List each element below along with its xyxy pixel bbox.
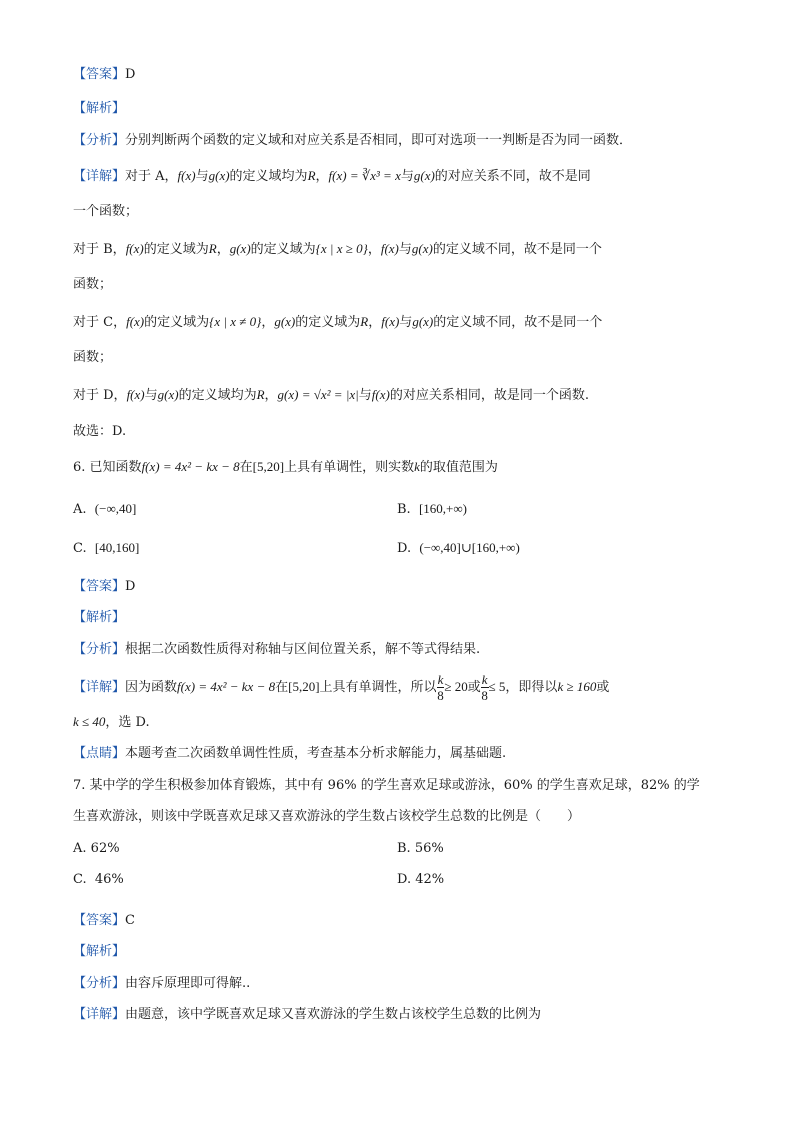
q5-detail-c: 对于 C，f(x)的定义域为{x | x ≠ 0}，g(x)的定义域为R，f(x)与g(x)的定义域不同，故不是同一个 [73, 314, 603, 330]
q7-option-a[interactable]: A. 62% [73, 841, 120, 856]
q7-answer-line: 【答案】C [73, 913, 135, 928]
q6-option-c[interactable]: C. [40,160] [73, 540, 140, 556]
q5-detail-a-cont: 一个函数； [73, 204, 139, 219]
q6-note: 【点睛】本题考查二次函数单调性性质，考查基本分析求解能力，属基础题. [73, 746, 507, 761]
q5-analysis-label: 【解析】 [73, 101, 126, 116]
q7-fenxi-line: 【分析】由容斥原理即可得解.. [73, 976, 251, 991]
q7-stem-1: 7. 某中学的学生积极参加体育锻炼，其中有 96% 的学生喜欢足球或游泳，60% 的学生喜欢足球，82% 的学 [73, 778, 700, 793]
q5-detail-c-cont: 函数； [73, 350, 113, 365]
q6-option-d[interactable]: D. (−∞,40]∪[160,+∞) [397, 540, 520, 556]
q5-detail-a: 【详解】对于 A，f(x)与g(x)的定义域均为R，f(x) = ∛x³ = x与g(x)的对应关系不同，故不是同 [73, 168, 591, 184]
q6-fenxi-line: 【分析】根据二次函数性质得对称轴与区间位置关系，解不等式得结果. [73, 642, 481, 657]
q7-analysis-label: 【解析】 [73, 944, 126, 959]
q7-option-d[interactable]: D. 42% [397, 872, 445, 887]
q7-detail: 【详解】由题意，该中学既喜欢足球又喜欢游泳的学生数占该校学生总数的比例为 [73, 1007, 542, 1022]
q7-option-b[interactable]: B. 56% [397, 841, 444, 856]
q5-detail-b: 对于 B，f(x)的定义域为R，g(x)的定义域为{x | x ≥ 0}，f(x)与g(x)的定义域不同，故不是同一个 [73, 241, 602, 257]
q7-option-c[interactable]: C. 46% [73, 872, 124, 887]
q5-choose: 故选：D. [73, 424, 127, 439]
fraction-k-over-8: $\frac{k}{8}$ [437, 672, 444, 703]
q6-option-a[interactable]: A. (−∞,40] [73, 501, 137, 517]
q6-detail: 【详解】因为函数f(x) = 4x² − kx − 8在[5,20]上具有单调性，所以 $\frac{k}{8}$ ≥ 20或 $\frac{k}{8}$ ≤ 5，即得以k ≥ 160或 [73, 672, 610, 703]
q6-detail-cont: k ≤ 40，选 D. [73, 714, 150, 730]
q5-detail-d: 对于 D，f(x)与g(x)的定义域均为R，g(x) = √x² = |x|与f(x)的对应关系相同，故是同一个函数. [73, 387, 589, 403]
q5-fenxi-line [73, 132, 632, 150]
q5-detail-b-cont: 函数； [73, 277, 113, 292]
fenxi-text: 分别判断两个函数的定义域和对应关系是否相同，即可对选项一一判断是否为同一函数． [125, 133, 633, 148]
q5-answer-line [73, 66, 135, 84]
answer-value: D [125, 67, 136, 82]
answer-tag: 【答案】 [73, 67, 126, 82]
q6-analysis-label: 【解析】 [73, 610, 126, 625]
q6-answer-line: 【答案】D [73, 579, 136, 594]
fraction-k-over-8-2: $\frac{k}{8}$ [481, 672, 488, 703]
fenxi-tag: 【分析】 [73, 133, 126, 148]
q6-stem: 6. 已知函数f(x) = 4x² − kx − 8在[5,20]上具有单调性，则实数k的取值范围为 [73, 459, 498, 475]
q7-stem-2: 生喜欢游泳，则该中学既喜欢足球又喜欢游泳的学生数占该校学生总数的比例是（ ） [73, 809, 581, 824]
q6-option-b[interactable]: B. [160,+∞) [397, 501, 467, 517]
